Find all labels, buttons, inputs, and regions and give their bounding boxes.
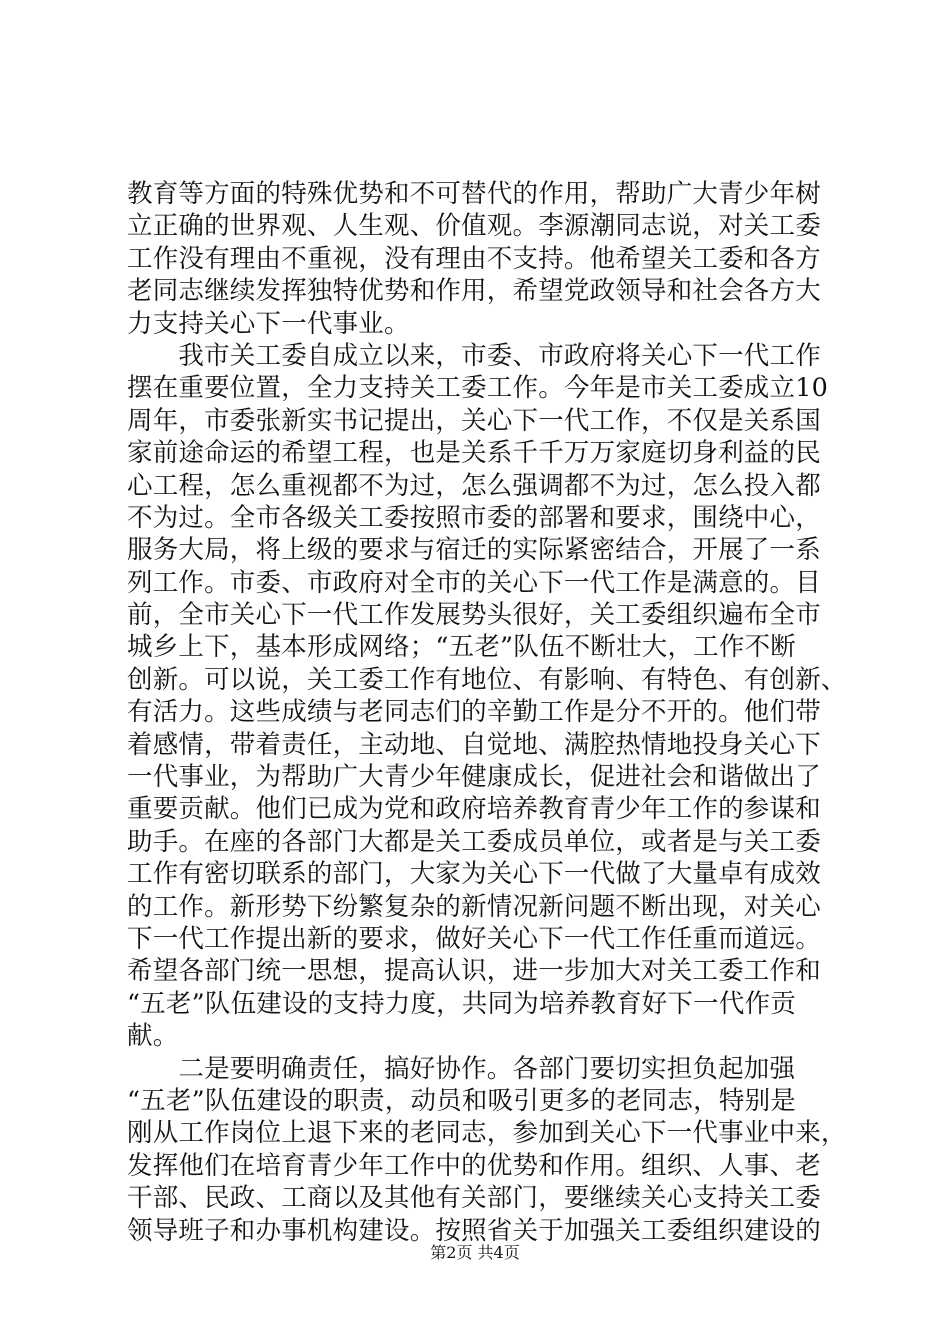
text-line: 前，全市关心下一代工作发展势头很好，关工委组织遍布全市	[127, 600, 821, 631]
page-number-footer: 第2页 共4页	[430, 1243, 520, 1262]
text-line: 老同志继续发挥独特优势和作用，希望党政领导和社会各方大	[127, 276, 821, 307]
text-line: 重要贡献。他们已成为党和政府培养教育青少年工作的参谋和	[127, 794, 821, 825]
text-line: 力支持关心下一代事业。	[127, 308, 410, 339]
text-line: 周年，市委张新实书记提出，关心下一代工作，不仅是关系国	[127, 405, 821, 436]
text-line: 刚从工作岗位上退下来的老同志，参加到关心下一代事业中来，	[127, 1118, 847, 1149]
text-line: 献。	[127, 1021, 179, 1052]
text-line: 心工程，怎么重视都不为过，怎么强调都不为过，怎么投入都	[127, 470, 821, 501]
text-line: 助手。在座的各部门大都是关工委成员单位，或者是与关工委	[127, 826, 821, 857]
text-line: 服务大局，将上级的要求与宿迁的实际紧密结合，开展了一系	[127, 535, 821, 566]
document-body	[127, 178, 847, 1247]
text-line: 一代事业，为帮助广大青少年健康成长，促进社会和谐做出了	[127, 762, 821, 793]
text-line: 的工作。新形势下纷繁复杂的新情况新问题不断出现，对关心	[127, 891, 821, 922]
text-line: 工作没有理由不重视，没有理由不支持。他希望关工委和各方	[127, 243, 821, 274]
text-line: 创新。可以说，关工委工作有地位、有影响、有特色、有创新、	[127, 664, 847, 695]
text-line: 工作有密切联系的部门，大家为关心下一代做了大量卓有成效	[127, 859, 821, 890]
text-line: 立正确的世界观、人生观、价值观。李源潮同志说，对关工委	[127, 211, 821, 242]
text-line: 发挥他们在培育青少年工作中的优势和作用。组织、人事、老	[127, 1150, 821, 1181]
text-line: 下一代工作提出新的要求，做好关心下一代工作任重而道远。	[127, 923, 821, 954]
text-line: 有活力。这些成绩与老同志们的辛勤工作是分不开的。他们带	[127, 697, 821, 728]
text-line: 不为过。全市各级关工委按照市委的部署和要求，围绕中心，	[127, 502, 821, 533]
text-line: “五老”队伍建设的职责，动员和吸引更多的老同志，特别是	[127, 1085, 796, 1116]
text-line: 着感情，带着责任，主动地、自觉地、满腔热情地投身关心下	[127, 729, 821, 760]
text-line: 列工作。市委、市政府对全市的关心下一代工作是满意的。目	[127, 567, 821, 598]
text-line: “五老”队伍建设的支持力度，共同为培养教育好下一代作贡	[127, 988, 796, 1019]
text-line: 摆在重要位置，全力支持关工委工作。今年是市关工委成立10	[127, 373, 829, 404]
text-line: 干部、民政、工商以及其他有关部门，要继续关心支持关工委	[127, 1183, 821, 1214]
text-line: 领导班子和办事机构建设。按照省关于加强关工委组织建设的	[127, 1215, 821, 1246]
text-line: 我市关工委自成立以来，市委、市政府将关心下一代工作	[127, 340, 821, 371]
text-line: 希望各部门统一思想，提高认识，进一步加大对关工委工作和	[127, 956, 821, 987]
text-line: 教育等方面的特殊优势和不可替代的作用，帮助广大青少年树	[127, 179, 821, 209]
text-line: 二是要明确责任，搞好协作。各部门要切实担负起加强	[127, 1053, 796, 1084]
text-line: 城乡上下，基本形成网络；“五老”队伍不断壮大，工作不断	[127, 632, 796, 663]
text-line: 家前途命运的希望工程，也是关系千千万万家庭切身利益的民	[127, 438, 821, 469]
